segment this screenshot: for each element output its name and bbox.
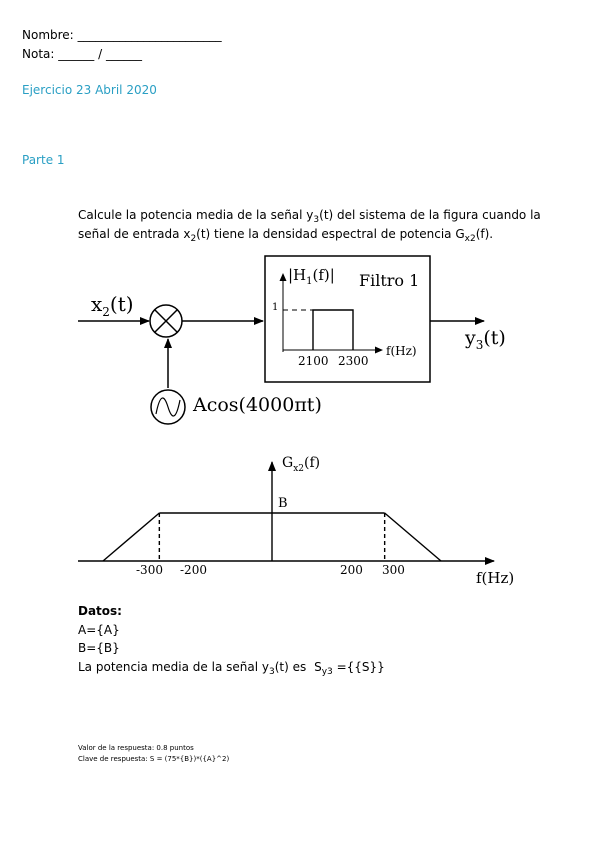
spectrum-segment [103, 513, 159, 561]
name-label: Nombre: [22, 28, 74, 42]
question-text: (t) tiene la densidad espectral de potencia G [196, 227, 465, 241]
spectrum-level-label: B [278, 496, 288, 511]
filter-axis-label: f(Hz) [386, 344, 417, 358]
tick-label: 300 [382, 563, 405, 577]
name-blank[interactable]: ________________________ [77, 28, 222, 42]
filter-f2-label: 2300 [338, 354, 369, 368]
data-a: A={A} [78, 623, 120, 637]
data-b: B={B} [78, 641, 120, 655]
spectrum-x-label: f(Hz) [476, 569, 515, 587]
filter-unity-label: 1 [272, 302, 279, 313]
tick-label: -200 [180, 563, 207, 577]
sine-icon [156, 398, 180, 416]
question-text: Calcule la potencia media de la señal y [78, 208, 314, 222]
question-text: (f). [475, 227, 494, 241]
output-signal-label: $y_3(t)$ [465, 327, 506, 352]
spectrum-segment [385, 513, 441, 561]
grade-label: Nota: [22, 47, 55, 61]
question-text: (t) del sistema de la figura cuando la [319, 208, 541, 222]
answer-value: Valor de la respuesta: 0.8 puntos [78, 744, 194, 752]
tick-label: 200 [340, 563, 363, 577]
question-subscript: 2 [190, 234, 197, 244]
answer-key: Clave de respuesta: S = (75*{B})*({A}^2) [78, 755, 230, 763]
spectrum-plot [78, 462, 494, 561]
result-line: La potencia media de la señal $y_3(t)$ es $S_{y3} =\{\{S\}\}$ [78, 660, 385, 677]
question-text: señal de entrada x [78, 227, 191, 241]
data-title: Datos: [78, 604, 122, 618]
spectrum-y-label: $G_{x2}(f)$ [282, 455, 321, 474]
question-subscript: x2 [464, 234, 476, 244]
grade-blank-score[interactable]: ______ [58, 47, 95, 61]
tick-label: -300 [136, 563, 163, 577]
part-title: Parte 1 [22, 153, 65, 167]
filter-response-label: $|H_1(f)|$ [288, 266, 335, 287]
exercise-title: Ejercicio 23 Abril 2020 [22, 83, 157, 97]
answer-field[interactable]: ={{S}} [336, 660, 385, 674]
question-subscript: 3 [313, 215, 320, 225]
filter-passband [313, 310, 353, 350]
input-signal-label: $x_2(t)$ [91, 292, 134, 319]
oscillator-label: Acos(4000πt) [193, 394, 322, 416]
grade-separator: / [98, 47, 103, 61]
grade-blank-total[interactable]: ______ [105, 47, 142, 61]
filter-title: Filtro 1 [359, 271, 420, 290]
filter-f1-label: 2100 [298, 354, 329, 368]
